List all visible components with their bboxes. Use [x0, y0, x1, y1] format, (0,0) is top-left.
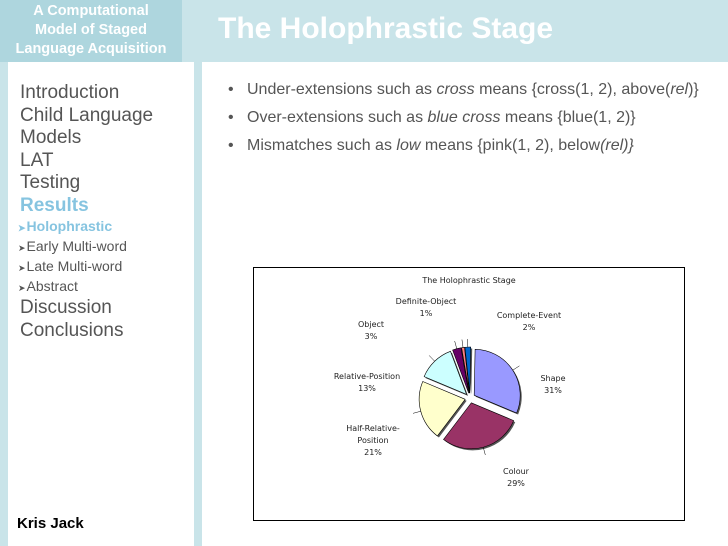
pie-leader-line: [513, 366, 520, 370]
sidebar-item-label: Child Language: [20, 104, 154, 126]
sidebar-item-discussion[interactable]: [20, 297, 190, 320]
chart-title: The Holophrastic Stage: [422, 276, 516, 285]
sidebar-item-label: Conclusions: [20, 319, 124, 341]
sidebar-divider: [194, 62, 202, 546]
arrow-icon: ➤: [18, 223, 26, 233]
sidebar-item-testing[interactable]: [20, 172, 190, 195]
pie-label-relative-position: Relative-Position: [333, 372, 401, 381]
sidebar-item-label: Testing: [20, 172, 81, 193]
bullet-list: [228, 80, 708, 164]
bullet-item: [228, 108, 708, 128]
bullet-text: blue cross: [427, 109, 501, 126]
sidebar-item-label: Discussion: [20, 297, 112, 318]
sidebar-item-child-language[interactable]: [20, 105, 190, 128]
author-name: Kris Jack: [17, 515, 84, 532]
arrow-icon: ➤: [18, 283, 26, 293]
sidebar-item-holophrastic[interactable]: [18, 217, 190, 237]
pie-value-complete-event: 2%: [522, 323, 536, 332]
bullet-text: Over-extensions such as: [247, 109, 428, 126]
slide-title: The Holophrastic Stage: [218, 12, 554, 45]
bullet-item: [228, 80, 708, 100]
bullet-text: Under-extensions such as: [247, 81, 437, 98]
pie-leader-line: [462, 340, 463, 348]
sidebar-item-conclusions[interactable]: [20, 320, 190, 343]
bullet-text: cross: [436, 81, 475, 98]
pie-label-object: Object: [357, 320, 385, 329]
sidebar-item-label: Holophrastic: [26, 218, 113, 234]
pie-value-half-relative-position: 21%: [364, 448, 382, 457]
sidebar-item-results[interactable]: [20, 195, 190, 218]
sidebar-item-label: Introduction: [20, 82, 120, 103]
pie-chart: [253, 267, 685, 521]
sidebar-nav: [20, 82, 190, 342]
sidebar-item-label: LAT: [20, 149, 54, 171]
bullet-text: means {blue(1, 2)}: [500, 109, 636, 126]
pie-label-complete-event: Complete-Event: [496, 311, 562, 320]
sidebar-item-label: Models: [20, 127, 82, 148]
bullet-text: low: [396, 137, 421, 154]
bullet-text: means {pink(1, 2), below: [420, 137, 601, 154]
left-strip: [0, 62, 8, 546]
presentation-title-line-3: Language Acquisition: [15, 41, 167, 57]
presentation-title-line-1: A Computational: [33, 3, 149, 19]
bullet-text: Mismatches such as: [247, 137, 397, 154]
presentation-title-line-2: Model of Staged: [35, 22, 147, 38]
pie-label-definite-object: Definite-Object: [395, 297, 457, 306]
pie-leader-line: [455, 341, 457, 349]
bullet-text: means {cross(1, 2), above(: [474, 81, 671, 98]
pie-value-object: 3%: [364, 332, 378, 341]
arrow-icon: ➤: [18, 263, 26, 273]
sidebar-item-introduction[interactable]: [20, 82, 190, 105]
sidebar-item-early-multi-word[interactable]: [18, 237, 190, 257]
sidebar-item-label: Early Multi-word: [26, 238, 127, 254]
pie-leader-line: [429, 355, 435, 361]
sidebar-item-lat[interactable]: [20, 150, 190, 173]
pie-leader-line: [413, 411, 421, 413]
pie-slice-shape: [474, 349, 520, 413]
bullet-text: rel: [670, 81, 689, 98]
pie-chart-svg: [254, 268, 684, 520]
presentation-title: [0, 0, 182, 62]
sidebar-item-label: Late Multi-word: [26, 258, 123, 274]
bullet-text: (rel)}: [600, 137, 634, 154]
pie-value-relative-position: 13%: [358, 384, 376, 393]
sidebar-item-label: Abstract: [26, 278, 78, 294]
pie-value-definite-object: 1%: [419, 309, 433, 318]
bullet-text: )}: [688, 81, 699, 98]
sidebar-item-models[interactable]: [20, 127, 190, 150]
sidebar-item-abstract[interactable]: [18, 277, 190, 297]
sidebar-item-label: Results: [20, 194, 89, 216]
arrow-icon: ➤: [18, 243, 26, 253]
pie-label-half-relative-position: Position: [357, 436, 389, 445]
sidebar-item-late-multi-word[interactable]: [18, 257, 190, 277]
pie-label-half-relative-position: Half-Relative-: [346, 424, 400, 433]
pie-value-colour: 29%: [507, 479, 525, 488]
bullet-item: [228, 136, 708, 156]
pie-label-colour: Colour: [503, 467, 529, 476]
pie-value-shape: 31%: [544, 386, 562, 395]
pie-label-shape: Shape: [540, 374, 566, 383]
